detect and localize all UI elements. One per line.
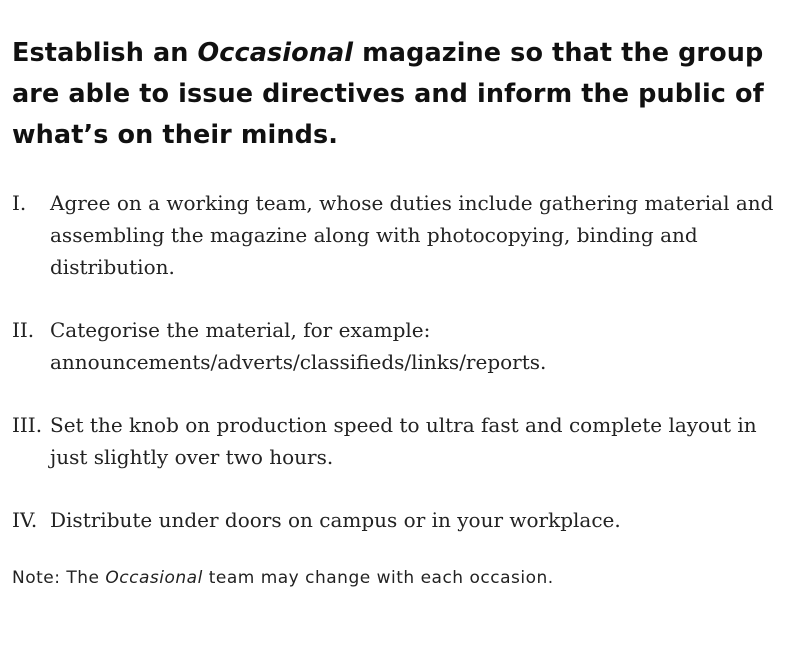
step-item-3 (12, 409, 792, 473)
heading-text-end: magazine so that the group are able to issue directives and inform the public of what’s on their minds. (12, 38, 764, 150)
step-item-1 (12, 187, 792, 283)
step-item-4 (12, 504, 792, 536)
steps-list (12, 187, 792, 536)
heading-magazine-name: Occasional (197, 38, 354, 68)
step-text: Distribute under doors on campus or in your workplace. (50, 508, 621, 532)
note-text-end: team may change with each occasion. (202, 568, 554, 588)
step-item-2 (12, 314, 792, 378)
document-page (12, 0, 792, 590)
step-numeral: II. (12, 318, 35, 342)
note-magazine-name: Occasional (105, 568, 203, 588)
step-text: Agree on a working team, whose duties include gathering material and assembling the magazine along with photocopying, binding and distribution. (50, 191, 774, 279)
step-text: Categorise the material, for example: announcements/adverts/classifieds/links/reports. (50, 318, 547, 374)
page-heading (12, 0, 792, 156)
step-numeral: III. (12, 413, 43, 437)
step-numeral: IV. (12, 508, 38, 532)
step-text: Set the knob on production speed to ultra fast and complete layout in just slightly over two hours. (50, 413, 757, 469)
heading-text-start: Establish an (12, 38, 198, 68)
note-text-start: Note: The (12, 568, 106, 588)
step-numeral: I. (12, 191, 27, 215)
footer-note (12, 566, 792, 590)
